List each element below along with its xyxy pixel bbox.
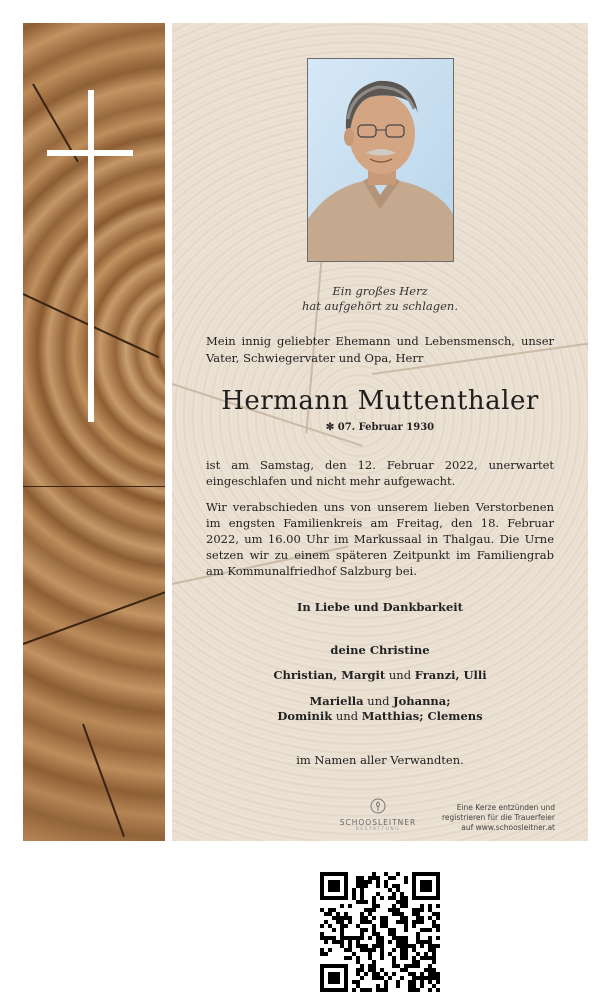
- rose-icon: [370, 798, 386, 814]
- wood-strip: [23, 23, 165, 841]
- candle-note-line-3[interactable]: auf www.schoosleitner.at: [461, 823, 555, 832]
- birth-date: 07. Februar 1930: [337, 422, 435, 433]
- closing-line: In Liebe und Dankbarkeit: [297, 600, 463, 614]
- funeral-home-logo: [337, 798, 419, 832]
- relatives-line: im Namen aller Verwandten.: [296, 753, 464, 767]
- grandchild-b: Johanna;: [393, 694, 451, 708]
- candle-note-line-2: registrieren für die Trauerfeier: [441, 813, 555, 822]
- candle-note-line-1: Eine Kerze entzünden und: [456, 803, 555, 812]
- deceased-name: Hermann Muttenthaler: [221, 386, 539, 416]
- intro-text: Mein innig geliebter Ehemann und Lebensmensch, unser Vater, Schwiegervater und Opa, Herr: [206, 334, 554, 365]
- qr-code[interactable]: [320, 872, 440, 992]
- and-word: und: [385, 668, 415, 682]
- motto-line-1: Ein großes Herz: [332, 284, 428, 298]
- mourner-wife: deine Christine: [330, 643, 430, 657]
- wood-crack: [23, 588, 165, 645]
- cross-icon-bar: [47, 150, 133, 156]
- motto-line-2: hat aufgehört zu schlagen.: [302, 299, 458, 313]
- wood-crack: [82, 724, 125, 837]
- death-paragraph: ist am Samstag, den 12. Februar 2022, unerwartet eingeschlafen und nicht mehr aufgewacht.: [206, 458, 554, 488]
- grandchild-c: Dominik: [277, 709, 333, 723]
- farewell-paragraph: Wir verabschieden uns von unserem lieben Verstorbenen im engsten Familienkreis am Freitag, den 18. Februar 2022, um 16.00 Uhr im Markussaal in Thalgau. Die Urne setzen wir zu einem späteren Zeitpunkt im Familiengrab am Kommunalfriedhof Salzburg bei.: [206, 500, 554, 578]
- grandchild-a: Mariella: [309, 694, 364, 708]
- birth-date-line: [172, 422, 588, 433]
- mourner-children: [172, 667, 588, 683]
- mourner-grandchildren-2: [172, 708, 588, 724]
- cross-icon: [88, 90, 94, 422]
- children-group-a: Christian, Margit: [273, 668, 386, 682]
- children-group-b: Franzi, Ulli: [414, 668, 487, 682]
- qr-code-image: [320, 872, 440, 992]
- grandchild-d: Matthias; Clemens: [361, 709, 483, 723]
- mourner-grandchildren-1: [172, 693, 588, 709]
- birth-star-icon: ✻: [325, 422, 335, 433]
- wood-crack: [23, 486, 165, 487]
- candle-note: [430, 803, 555, 833]
- funeral-home-sub: BESTATTUNG: [355, 827, 401, 832]
- and-word: und: [363, 694, 394, 708]
- funeral-home-name: SCHOOSLEITNER: [339, 818, 417, 827]
- and-word: und: [332, 709, 362, 723]
- portrait-photo: [307, 58, 454, 262]
